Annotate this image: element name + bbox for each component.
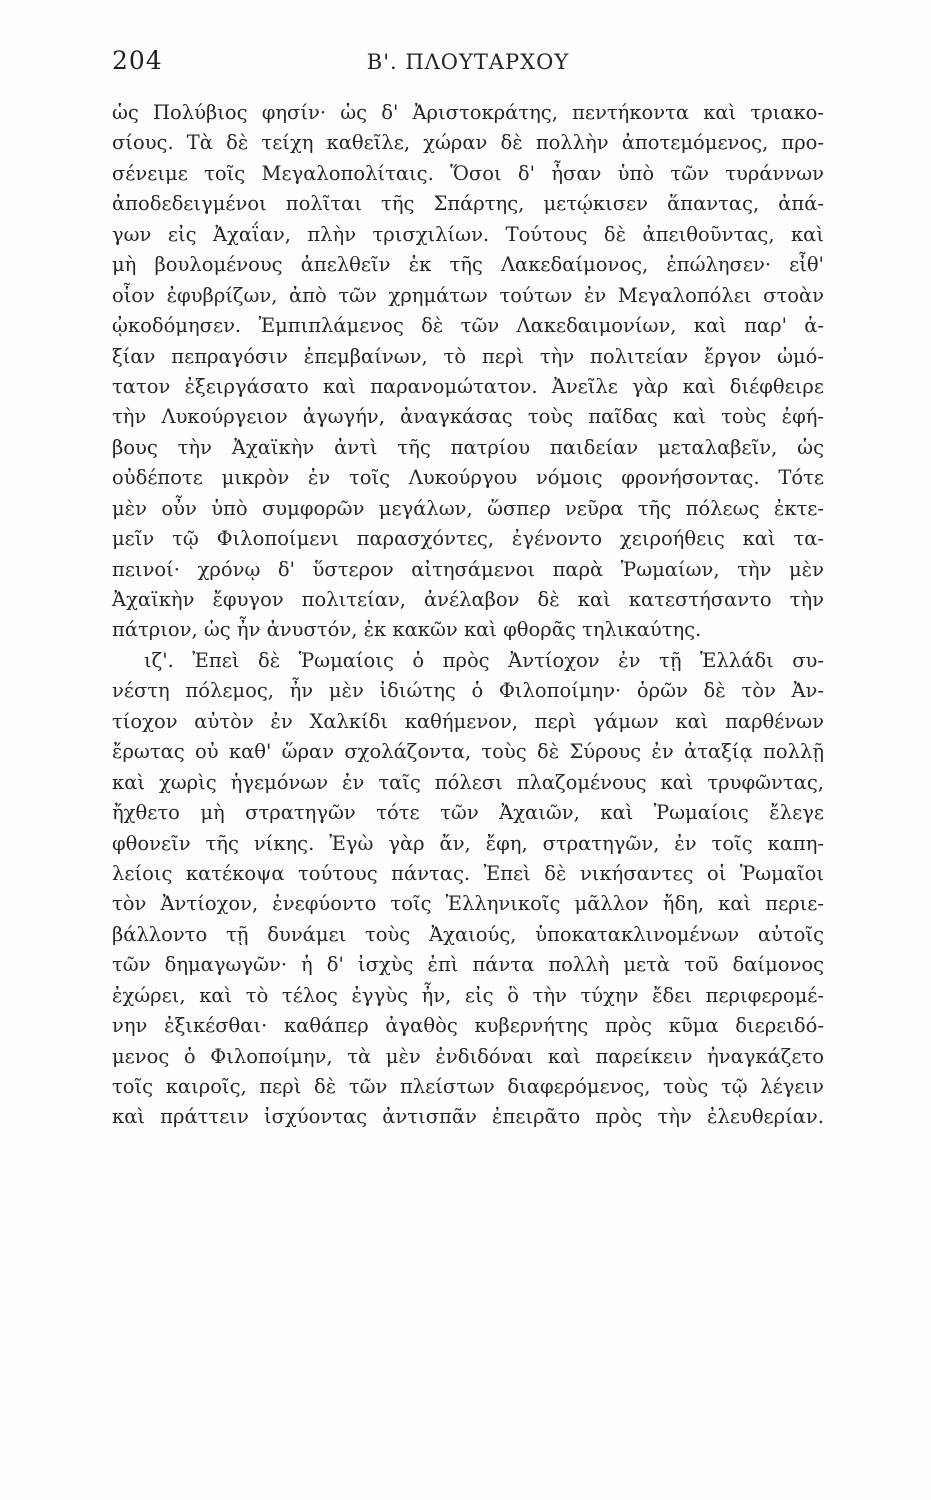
text-line: καὶ χωρὶς ἡγεμόνων ἐν ταῖς πόλεσι πλαζομένους καὶ τρυφῶντας, [112, 770, 824, 794]
text-line: νέστη πόλεμος, ἦν μὲν ἰδιώτης ὁ Φιλοποίμην· ὁρῶν δὲ τὸν Ἀν- [112, 679, 824, 703]
page-number: 204 [112, 46, 163, 75]
text-line: οὐδέποτε μικρὸν ἐν τοῖς Λυκούργου νόμοις φρονήσοντας. Τότε [112, 466, 824, 490]
text-line: ὡς Πολύβιος φησίν· ὡς δ' Ἀριστοκράτης, πεντήκοντα καὶ τριακο- [112, 101, 824, 124]
text-line: μενος ὁ Φιλοποίμην, τὰ μὲν ἐνδιδόναι καὶ παρείκειν ἠναγκάζετο [112, 1044, 824, 1068]
text-line: οἷον ἐφυβρίζων, ἀπὸ τῶν χρημάτων τούτων ἐν Μεγαλοπόλει στοὰν [112, 283, 824, 307]
text-line: πεινοί· χρόνῳ δ' ὕστερον αἰτησάμενοι παρὰ Ῥωμαίων, τὴν μὲν [112, 557, 824, 581]
text-line: μὲν οὖν ὑπὸ συμφορῶν μεγάλων, ὥσπερ νεῦρα τῆς πόλεως ἐκτε- [112, 496, 824, 520]
text-line: σίους. Τὰ δὲ τείχη καθεῖλε, χώραν δὲ πολλὴν ἀποτεμόμενος, προ- [112, 131, 824, 155]
text-line: μὴ βουλομένους ἀπελθεῖν ἐκ τῆς Λακεδαίμονος, ἐπώλησεν· εἶθ' [112, 253, 824, 277]
text-line: τὴν Λυκούργειον ἀγωγήν, ἀναγκάσας τοὺς παῖδας καὶ τοὺς ἐφή- [112, 405, 824, 429]
text-line: ἤχθετο μὴ στρατηγῶν τότε τῶν Ἀχαιῶν, καὶ Ῥωμαίοις ἔλεγε [112, 801, 824, 825]
text-line: ξίαν πεπραγόσιν ἐπεμβαίνων, τὸ περὶ τὴν πολιτείαν ἔργον ὠμό- [112, 344, 824, 368]
page-header [112, 46, 824, 86]
text-line: βάλλοντο τῇ δυνάμει τοὺς Ἀχαιούς, ὑποκατακλινομένων αὐτοῖς [112, 922, 824, 946]
text-line: τῶν δημαγωγῶν· ἡ δ' ἰσχὺς ἐπὶ πάντα πολλὴ μετὰ τοῦ δαίμονος [112, 953, 824, 977]
text-line: τίοχον αὐτὸν ἐν Χαλκίδι καθήμενον, περὶ γάμων καὶ παρθένων [112, 709, 824, 733]
text-line: ἀποδεδειγμένοι πολῖται τῆς Σπάρτης, μετῴκισεν ἅπαντας, ἀπά- [112, 192, 824, 216]
text-line-paragraph-end: πάτριον, ὡς ἦν ἀνυστόν, ἐκ κακῶν καὶ φθορᾶς τηλικαύτης. [112, 618, 702, 642]
text-line: λείοις κατέκοψα τούτους πάντας. Ἐπεὶ δὲ νικήσαντες οἱ Ῥωμαῖοι [112, 861, 824, 885]
body-text [112, 98, 824, 1163]
text-line: σένειμε τοῖς Μεγαλοπολίταις. Ὅσοι δ' ἦσαν ὑπὸ τῶν τυράννων [112, 161, 824, 185]
text-line: ἔρωτας οὐ καθ' ὥραν σχολάζοντα, τοὺς δὲ Σύρους ἐν ἀταξίᾳ πολλῇ [112, 740, 824, 764]
text-line: μεῖν τῷ Φιλοποίμενι παρασχόντες, ἐγένοντο χειροήθεις καὶ τα- [112, 527, 824, 551]
text-line: γων εἰς Ἀχαΐαν, πλὴν τρισχιλίων. Τούτους δὲ ἀπειθοῦντας, καὶ [112, 222, 824, 246]
text-line: τοῖς καιροῖς, περὶ δὲ τῶν πλείστων διαφερόμενος, τοὺς τῷ λέγειν [112, 1075, 824, 1098]
running-title: Β'. ΠΛΟΥΤΑΡΧΟΥ [366, 50, 570, 74]
text-line: νην ἐξικέσθαι· καθάπερ ἀγαθὸς κυβερνήτης πρὸς κῦμα διερειδό- [112, 1014, 824, 1038]
text-line: τὸν Ἀντίοχον, ἐνεφύοντο τοῖς Ἑλληνικοῖς μᾶλλον ἤδη, καὶ περιε- [112, 892, 824, 916]
text-line: βους τὴν Ἀχαϊκὴν ἀντὶ τῆς πατρίου παιδείαν μεταλαβεῖν, ὡς [112, 435, 824, 459]
text-line: ᾠκοδόμησεν. Ἐμπιπλάμενος δὲ τῶν Λακεδαιμονίων, καὶ παρ' ἀ- [112, 314, 824, 338]
text-line: φθονεῖν τῆς νίκης. Ἐγὼ γὰρ ἄν, ἔφη, στρατηγῶν, ἐν τοῖς καπη- [112, 831, 824, 855]
chapter-start-line: ιζ'. Ἐπεὶ δὲ Ῥωμαίοις ὁ πρὸς Ἀντίοχον ἐν τῇ Ἑλλάδι συ- [144, 648, 824, 672]
text-line: ἐχώρει, καὶ τὸ τέλος ἐγγὺς ἦν, εἰς ὃ τὴν τύχην ἔδει περιφερομέ- [112, 983, 824, 1007]
text-line-page-end [112, 1133, 824, 1163]
text-line: Ἀχαϊκὴν ἔφυγον πολιτείαν, ἀνέλαβον δὲ καὶ κατεστήσαντο τὴν [112, 588, 824, 611]
text-line: καὶ πράττειν ἰσχύοντας ἀντισπᾶν ἐπειρᾶτο πρὸς τὴν ἐλευθερίαν. [112, 1105, 824, 1129]
text-line: τατον ἐξειργάσατο καὶ παρανομώτατον. Ἀνεῖλε γὰρ καὶ διέφθειρε [112, 374, 824, 398]
